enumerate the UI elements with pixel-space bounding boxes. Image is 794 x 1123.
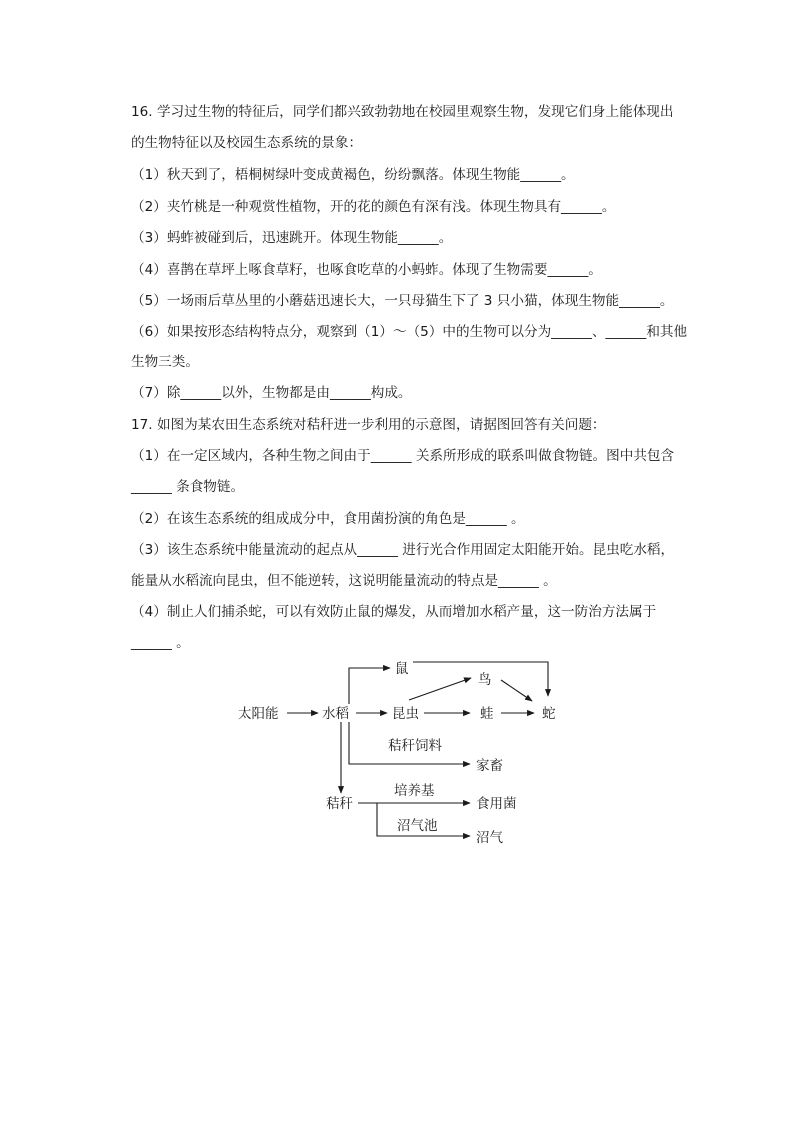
node-livestock: 家畜 xyxy=(476,758,503,774)
node-bird: 鸟 xyxy=(478,672,492,688)
q16-part6-line1: （6）如果按形态结构特点分，观察到（1）～（5）中的生物可以分为______、______和其他 xyxy=(131,324,688,340)
q17-part2: （2）在该生态系统的组成成分中，食用菌扮演的角色是______ 。 xyxy=(131,511,525,527)
node-mouse: 鼠 xyxy=(395,661,409,677)
arrow-insect-bird xyxy=(409,678,471,700)
node-rice: 水稻 xyxy=(322,706,349,722)
q16-part3: （3）蚂蚱被碰到后，迅速跳开。体现生物能______。 xyxy=(131,230,453,246)
q17-part3-line1: （3）该生态系统中能量流动的起点从______ 进行光合作用固定太阳能开始。昆虫吃水稻， xyxy=(131,542,675,558)
q16-part7: （7）除______以外，生物都是由______构成。 xyxy=(131,385,412,401)
q17-part4-line1: （4）制止人们捕杀蛇，可以有效防止鼠的爆发，从而增加水稻产量，这一防治方法属于 xyxy=(131,604,657,620)
node-frog: 蛙 xyxy=(480,706,494,722)
q17-part1-line2: ______ 条食物链。 xyxy=(131,479,245,495)
q17-part1-line1: （1）在一定区域内，各种生物之间由于______ 关系所形成的联系叫做食物链。图中共包含 xyxy=(131,448,675,464)
q16-part5: （5）一场雨后草丛里的小蘑菇迅速长大，一只母猫生下了 3 只小猫，体现生物能______。 xyxy=(131,293,674,309)
label-medium: 培养基 xyxy=(394,783,435,799)
q16-stem-line1: 16. 学习过生物的特征后，同学们都兴致勃勃地在校园里观察生物，发现它们身上能体现出 xyxy=(131,104,674,120)
node-snake: 蛇 xyxy=(542,706,556,722)
q16-part2: （2）夹竹桃是一种观赏性植物，开的花的颜色有深有浅。体现生物具有______。 xyxy=(131,199,616,215)
arrow-rice-mouse xyxy=(349,668,390,704)
q16-stem-line2: 的生物特征以及校园生态系统的景象： xyxy=(131,135,363,151)
node-straw: 秸秆 xyxy=(326,796,353,812)
label-biogas-pool: 沼气池 xyxy=(397,818,438,834)
node-biogas: 沼气 xyxy=(476,830,503,846)
node-fungus: 食用菌 xyxy=(476,796,517,812)
q17-part4-line2: ______ 。 xyxy=(131,635,190,651)
q16-part6-line2: 生物三类。 xyxy=(131,354,199,370)
node-sun: 太阳能 xyxy=(238,706,279,722)
q16-part4: （4）喜鹊在草坪上啄食草籽，也啄食吃草的小蚂蚱。体现了生物需要______。 xyxy=(131,262,602,278)
arrow-bird-snake xyxy=(501,680,532,701)
q17-stem: 17. 如图为某农田生态系统对秸秆进一步利用的示意图，请据图回答有关问题： xyxy=(131,417,606,433)
q16-part1: （1）秋天到了，梧桐树绿叶变成黄褐色，纷纷飘落。体现生物能______。 xyxy=(131,167,575,183)
label-straw-feed: 秸秆饲料 xyxy=(388,738,442,754)
node-insect: 昆虫 xyxy=(392,706,419,722)
q17-part3-line2: 能量从水稻流向昆虫，但不能逆转，这说明能量流动的特点是______ 。 xyxy=(131,573,557,589)
